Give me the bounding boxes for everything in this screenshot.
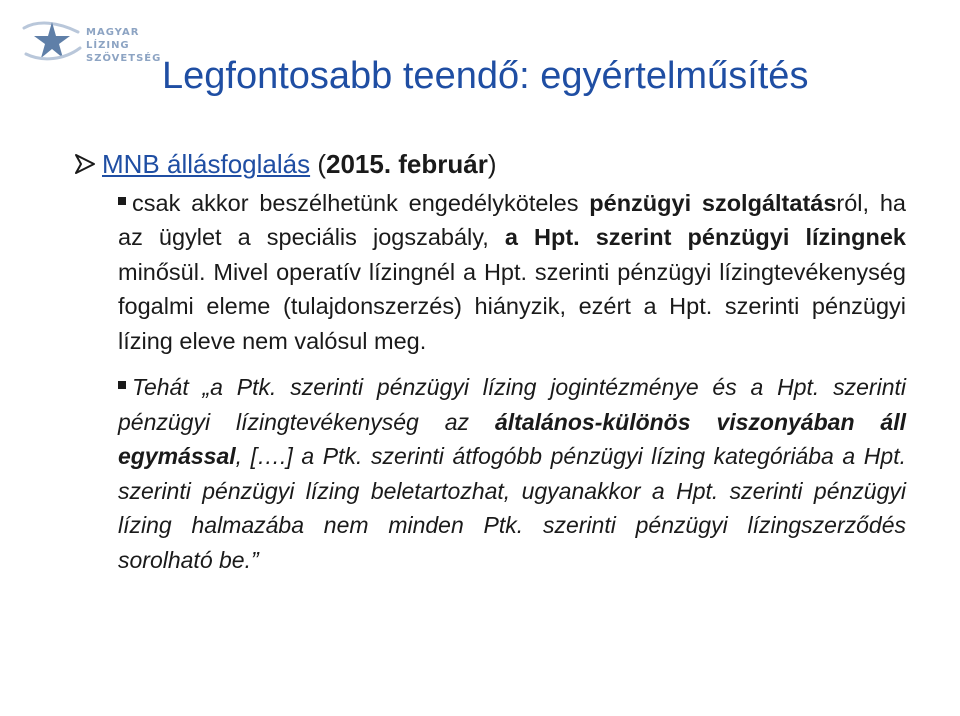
- para1-bold-2: a Hpt. szerint pénzügyi lízingnek: [504, 224, 906, 251]
- para2-text-1: Tehát „a Ptk. szerinti pénzügyi lízing jogintézménye és a Hpt. szerinti pénzügyi lízingtevékenység az: [118, 374, 906, 435]
- para2-bold-1: általános-különös viszonyában áll egymással: [118, 408, 906, 470]
- sub-bullet-2: [118, 370, 906, 578]
- para1-bold-1: pénzügyi szolgáltatás: [589, 190, 837, 216]
- logo-line-1: MAGYAR: [86, 27, 140, 38]
- paren-open: (: [310, 149, 326, 179]
- square-bullet-icon: [118, 197, 126, 205]
- main-bullet: [74, 148, 906, 180]
- slide-title: Legfontosabb teendő: egyértelműsítés: [162, 55, 809, 97]
- logo-line-2: LÍZING: [86, 40, 130, 51]
- arrow-bullet-icon: [74, 153, 96, 175]
- para2-text-2: , [….] a Ptk. szerinti átfogóbb pénzügyi lízing kategóriába a Hpt. szerinti pénzügyi lízing beletartozhat, ugyanakkor a Hpt. szerinti pénzügyi lízing halmazába nem minden Ptk. szerinti pénzügyi lízingszerződés sorolható be.”: [118, 443, 906, 573]
- organization-logo: [20, 14, 170, 70]
- paren-close: ): [487, 149, 497, 179]
- para1-text-1: csak akkor beszélhetünk engedélyköteles: [132, 190, 590, 216]
- slide-body: [74, 148, 906, 578]
- para1-text-3: minősül. Mivel operatív lízingnél a Hpt. szerinti pénzügyi lízingtevékenység fogalmi eleme (tulajdonszerzés) hiányzik, ezért a Hpt. szerinti pénzügyi lízing eleve nem valósul meg.: [118, 258, 906, 354]
- logo-line-3: SZÖVETSÉG: [86, 53, 162, 64]
- para1-text-2: ról, ha az ügylet a speciális jogszabály,: [118, 190, 906, 251]
- sub-bullet-1: [118, 186, 906, 358]
- square-bullet-icon: [118, 381, 126, 389]
- date-text: 2015. február: [325, 149, 488, 179]
- logo-wordmark: [86, 26, 161, 65]
- mnb-position-link[interactable]: MNB állásfoglalás: [102, 149, 311, 179]
- star-logo-icon: [20, 14, 84, 70]
